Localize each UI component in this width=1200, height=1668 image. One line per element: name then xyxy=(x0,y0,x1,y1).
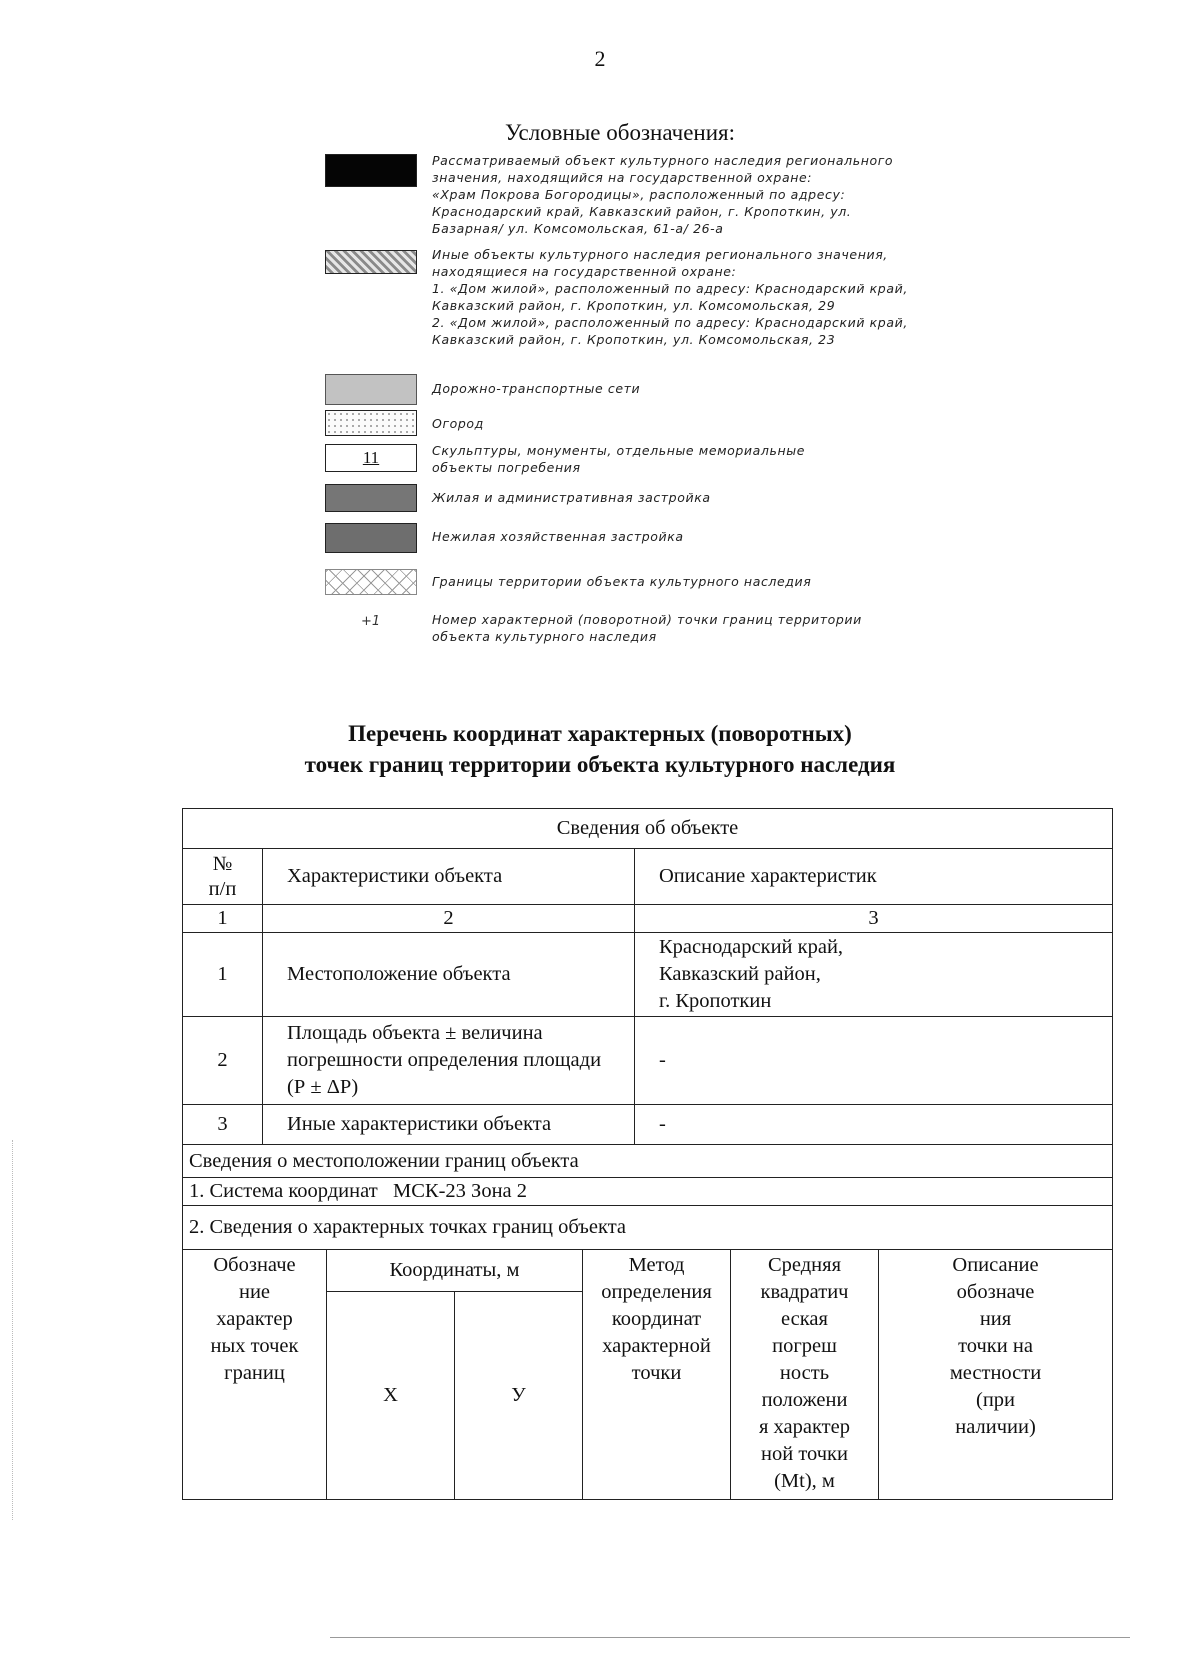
legend-text: Границы территории объекта культурного наследия xyxy=(432,574,812,589)
row-num: 1 xyxy=(183,933,263,1017)
hatched-pattern-swatch xyxy=(325,250,417,274)
row-desc: Краснодарский край, Кавказский район, г. Кропоткин xyxy=(635,933,1113,1017)
table-row xyxy=(183,1017,1113,1105)
page-number: 2 xyxy=(594,46,606,71)
scan-margin-line xyxy=(12,1140,14,1520)
col-x-header: Х xyxy=(327,1292,455,1500)
section-title xyxy=(0,718,1200,780)
legend-text: Иные объекты культурного наследия регионального значения, находящиеся на государственной охране: 1. «Дом жилой», расположенный по адресу: Краснодарский край, Кавказский район, г. Кропоткин, ул. Комсомольская, 29 2. «Дом жилой», расположенный по адресу: Краснодарский край, Кавказский район, г. Кропоткин, ул. Комсомольская, 23 xyxy=(432,247,908,347)
points-header: 2. Сведения о характерных точках границ объекта xyxy=(183,1206,1113,1250)
legend-text: Рассматриваемый объект культурного наследия регионального значения, находящийся на государственной охране: «Храм Покрова Богородицы», расположенный по адресу: Краснодарский край, Кавказский район, г. Кропоткин, ул. Базарная/ ул. Комсомольская, 61-а/ 26-а xyxy=(432,153,894,236)
row-num: 2 xyxy=(183,1017,263,1105)
dark-gray-fill-swatch xyxy=(325,484,417,512)
object-info-header: Сведения об объекте xyxy=(183,809,1113,849)
table-row xyxy=(183,933,1113,1017)
col-char-header: Характеристики объекта xyxy=(263,849,635,905)
section-title-line: точек границ территории объекта культурного наследия xyxy=(304,752,896,777)
legend-text: Номер характерной (поворотной) точки границ территории объекта культурного наследия xyxy=(432,612,862,644)
monument-swatch-label: 11 xyxy=(362,448,380,467)
legend-text: Дорожно-транспортные сети xyxy=(432,381,641,396)
coord-system: 1. Система координат МСК-23 Зона 2 xyxy=(183,1178,1113,1206)
row-desc: - xyxy=(635,1017,1113,1105)
row-char: Местоположение объекта xyxy=(263,933,635,1017)
dark-gray-fill-swatch xyxy=(325,523,417,553)
legend-text: Нежилая хозяйственная застройка xyxy=(432,529,684,544)
dotted-fill-swatch xyxy=(325,410,417,436)
location-header: Сведения о местоположении границ объекта xyxy=(183,1145,1113,1178)
legend-title: Условные обозначения: xyxy=(504,120,736,145)
footer-rule xyxy=(330,1637,1130,1638)
col-error-header: Средняя квадратич еская погреш ность положени я характер ной точки (Mt), м xyxy=(731,1250,879,1500)
col-method-header: Метод определения координат характерной точки xyxy=(583,1250,731,1500)
col-desc-header: Описание характеристик xyxy=(635,849,1113,905)
black-fill-swatch xyxy=(325,154,417,187)
col-description-header: Описание обозначе ния точки на местности (при наличии) xyxy=(879,1250,1113,1500)
col-index: 2 xyxy=(263,905,635,933)
table-row xyxy=(183,1105,1113,1145)
row-num: 3 xyxy=(183,1105,263,1145)
point-marker-icon: +1 xyxy=(361,614,381,629)
gray-fill-swatch xyxy=(325,374,417,405)
crosshatch-swatch xyxy=(325,569,417,595)
coordinates-table xyxy=(182,808,1113,1500)
row-char: Площадь объекта ± величина погрешности определения площади (Р ± ΔР) xyxy=(263,1017,635,1105)
col-y-header: У xyxy=(455,1292,583,1500)
monument-swatch xyxy=(325,444,417,472)
section-title-line: Перечень координат характерных (поворотных) xyxy=(348,721,852,746)
legend-text: Жилая и административная застройка xyxy=(432,490,711,505)
row-desc: - xyxy=(635,1105,1113,1145)
col-num-header: № п/п xyxy=(183,849,263,905)
legend-text: Огород xyxy=(432,416,484,431)
col-designation-header: Обозначе ние характер ных точек границ xyxy=(183,1250,327,1500)
col-index: 1 xyxy=(183,905,263,933)
col-coords-header: Координаты, м xyxy=(327,1250,583,1292)
legend-text: Скульптуры, монументы, отдельные мемориальные объекты погребения xyxy=(432,443,806,475)
col-index: 3 xyxy=(635,905,1113,933)
row-char: Иные характеристики объекта xyxy=(263,1105,635,1145)
